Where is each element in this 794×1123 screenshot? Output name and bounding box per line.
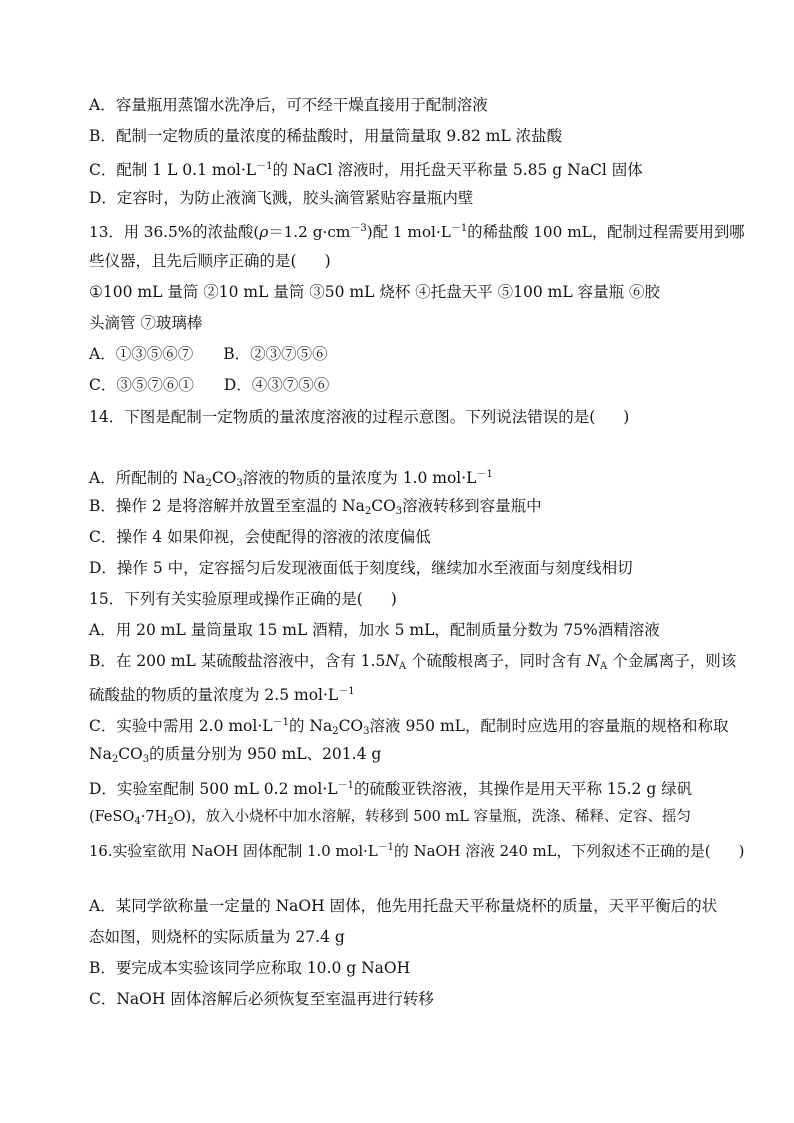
q13-instruments-line1: ①100 mL 量筒 ②10 mL 量筒 ③50 mL 烧杯 ④托盘天平 ⑤100 mL 容量瓶 ⑥胶 (89, 283, 661, 301)
q16-option-c: C．NaOH 固体溶解后必须恢复至室温再进行转移 (89, 990, 434, 1008)
q14-stem: 14．下图是配制一定物质的量浓度溶液的过程示意图。下列说法错误的是( ) (89, 408, 630, 426)
q15-option-c-line1: C．实验中需用 2.0 $mol\cdot L^{-1}$的 $Na_2CO_3$溶液 950 mL，配制时应选用的容量瓶的规格和称取 (89, 717, 729, 737)
q13-instruments-line2: 头滴管 ⑦玻璃棒 (89, 314, 203, 332)
q15-option-c-line2: $Na_2CO_3$的质量分别为 950 mL、201.4 g (89, 745, 382, 765)
q12-option-c: C．配制 1 L 0.1 $mol\cdot L^{-1}$的 NaCl 溶液时，用托盘天平称量 5.85 g NaCl 固体 (89, 161, 643, 179)
q14-option-d: D．操作 5 中，定容摇匀后发现液面低于刻度线，继续加水至液面与刻度线相切 (89, 559, 633, 577)
q15-option-a: A．用 20 mL 量筒量取 15 mL 酒精，加水 5 mL，配制质量分数为 75%酒精溶液 (89, 621, 660, 639)
q13-option-b: B．②③⑦⑤⑥ (223, 345, 328, 363)
q15-option-b-line1: B．在 200 mL 某硫酸盐溶液中，含有 $1.5N_A$ 个硫酸根离子，同时含有 $N_A$ 个金属离子，则该 (89, 652, 737, 672)
q13-stem-line1: 13．用 36.5%的浓盐酸(ρ＝1.2 $g\cdot cm^{-3}$)配 1 $mol\cdot L^{-1}$的稀盐酸 100 mL，配制过程需要用到哪 (89, 223, 745, 241)
q12-option-a: A．容量瓶用蒸馏水洗净后，可不经干燥直接用于配制溶液 (89, 96, 488, 114)
q13-options-cd (89, 374, 329, 396)
q16-option-a-line1: A．某同学欲称量一定量的 NaOH 固体，他先用托盘天平称量烧杯的质量，天平平衡后的状 (89, 897, 718, 915)
q16-option-a-line2: 态如图，则烧杯的实际质量为 27.4 g (89, 928, 345, 946)
q14-option-c: C．操作 4 如果仰视，会使配得的溶液的浓度偏低 (89, 528, 431, 546)
q13-option-d: D．④③⑦⑤⑥ (223, 376, 330, 394)
q15-option-d-line2: $(FeSO_4\cdot 7H_2O)$，放入小烧杯中加水溶解，转移到 500 mL 容量瓶，洗涤、稀释、定容、摇匀 (89, 809, 691, 827)
q12-option-d: D．定容时，为防止液滴飞溅，胶头滴管紧贴容量瓶内壁 (89, 189, 474, 207)
q16-stem: 16.实验室欲用 NaOH 固体配制 1.0 $mol\cdot L^{-1}$的 NaOH 溶液 240 mL，下列叙述不正确的是( ) (89, 842, 745, 860)
q13-option-c: C．③⑤⑦⑥① (89, 376, 194, 394)
q15-option-b-line2: 硫酸盐的物质的量浓度为 2.5 $mol\cdot L^{-1}$ (89, 686, 355, 704)
q13-stem-line2: 些仪器，且先后顺序正确的是( ) (89, 252, 331, 270)
q12-option-b: B．配制一定物质的量浓度的稀盐酸时，用量筒量取 9.82 mL 浓盐酸 (89, 127, 563, 145)
q14-option-b: B．操作 2 是将溶解并放置至室温的 $Na_2CO_3$溶液转移到容量瓶中 (89, 497, 542, 517)
q16-option-b: B．要完成本实验该同学应称取 10.0 g NaOH (89, 959, 411, 977)
q13-options-ab (89, 343, 328, 365)
q14-option-a: A．所配制的 $Na_2CO_3$溶液的物质的量浓度为 1.0 $mol\cdot L^{-1}$ (89, 469, 493, 489)
q15-option-d-line1: D．实验室配制 500 mL 0.2 $mol\cdot L^{-1}$的硫酸亚铁溶液，其操作是用天平称 15.2 g 绿矾 (89, 780, 693, 798)
q13-option-a: A．①③⑤⑥⑦ (89, 345, 194, 363)
q15-stem: 15．下列有关实验原理或操作正确的是( ) (89, 590, 397, 608)
